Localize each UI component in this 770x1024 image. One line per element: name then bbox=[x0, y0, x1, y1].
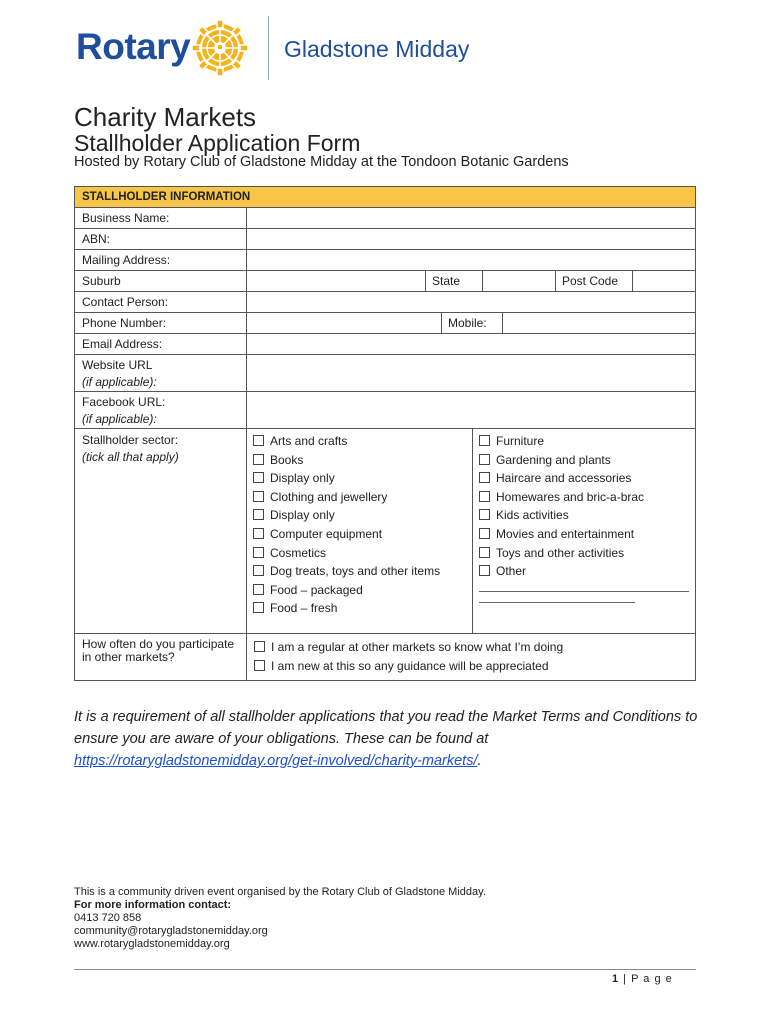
abn-field[interactable] bbox=[247, 229, 696, 250]
checkbox-icon[interactable] bbox=[479, 528, 490, 539]
suburb-field[interactable] bbox=[247, 271, 426, 291]
sector-option[interactable]: Homewares and bric-a-brac bbox=[479, 488, 689, 507]
email-address-label: Email Address: bbox=[75, 334, 247, 355]
page-number bbox=[612, 973, 673, 985]
logo-club-name: Gladstone Midday bbox=[284, 36, 470, 62]
terms-notice-text: It is a requirement of all stallholder applications that you read the Market Terms and Conditions to ensure you are aware of your obligations. These can be found at bbox=[74, 709, 698, 747]
section-header: STALLHOLDER INFORMATION bbox=[75, 187, 696, 208]
checkbox-icon[interactable] bbox=[253, 547, 264, 558]
sector-note: (tick all that apply) bbox=[82, 450, 179, 464]
website-url-label bbox=[75, 355, 247, 392]
checkbox-icon[interactable] bbox=[254, 660, 265, 671]
footer-website: www.rotarygladstonemidday.org bbox=[74, 938, 230, 950]
sector-option[interactable]: Gardening and plants bbox=[479, 451, 689, 470]
checkbox-icon[interactable] bbox=[479, 509, 490, 520]
checkbox-icon[interactable] bbox=[479, 435, 490, 446]
logo-wordmark: Rotary bbox=[76, 26, 191, 67]
mailing-address-label: Mailing Address: bbox=[75, 250, 247, 271]
terms-notice-suffix: . bbox=[477, 753, 482, 769]
terms-link[interactable]: https://rotarygladstonemidday.org/get-involved/charity-markets/ bbox=[74, 753, 478, 769]
page-label: | P a g e bbox=[619, 973, 673, 985]
post-code-field[interactable] bbox=[633, 271, 696, 291]
checkbox-icon[interactable] bbox=[253, 509, 264, 520]
sector-option[interactable]: Display only bbox=[253, 469, 466, 488]
sector-option[interactable]: Food – packaged bbox=[253, 581, 466, 600]
frequency-option[interactable]: I am a regular at other markets so know what I’m doing bbox=[254, 638, 688, 657]
other-write-in-line[interactable] bbox=[479, 581, 689, 592]
sector-options bbox=[247, 429, 696, 634]
website-url-text: Website URL bbox=[82, 357, 153, 372]
rotary-logo bbox=[76, 14, 476, 84]
checkbox-icon[interactable] bbox=[253, 528, 264, 539]
checkbox-icon[interactable] bbox=[479, 491, 490, 502]
checkbox-icon[interactable] bbox=[479, 565, 490, 576]
sector-option[interactable]: Kids activities bbox=[479, 506, 689, 525]
checkbox-icon[interactable] bbox=[479, 472, 490, 483]
business-name-label: Business Name: bbox=[75, 208, 247, 229]
checkbox-icon[interactable] bbox=[479, 454, 490, 465]
checkbox-icon[interactable] bbox=[253, 565, 264, 576]
suburb-state-postcode-row bbox=[247, 271, 695, 291]
frequency-options bbox=[247, 634, 696, 681]
checkbox-icon[interactable] bbox=[254, 641, 265, 652]
phone-mobile-row bbox=[247, 313, 695, 333]
contact-person-label: Contact Person: bbox=[75, 292, 247, 313]
page-number-value: 1 bbox=[612, 973, 620, 985]
mailing-address-field[interactable] bbox=[247, 250, 696, 271]
state-field[interactable] bbox=[483, 271, 556, 291]
sector-option[interactable]: Haircare and accessories bbox=[479, 469, 689, 488]
checkbox-icon[interactable] bbox=[253, 454, 264, 465]
facebook-url-text: Facebook URL: bbox=[82, 394, 166, 409]
sector-option[interactable]: Cosmetics bbox=[253, 544, 466, 563]
checkbox-icon[interactable] bbox=[253, 602, 264, 613]
frequency-label: How often do you participate in other markets? bbox=[75, 634, 247, 681]
footer-email: community@rotarygladstonemidday.org bbox=[74, 925, 268, 937]
suburb-label: Suburb bbox=[75, 271, 247, 292]
page-title: Charity Markets bbox=[74, 102, 257, 132]
facebook-url-note: (if applicable): bbox=[82, 411, 157, 426]
sector-option[interactable]: Arts and crafts bbox=[253, 432, 466, 451]
stallholder-form-table bbox=[74, 186, 696, 681]
sector-option[interactable]: Food – fresh bbox=[253, 599, 466, 618]
contact-person-field[interactable] bbox=[247, 292, 696, 313]
mobile-field[interactable] bbox=[503, 313, 696, 333]
frequency-option[interactable]: I am new at this so any guidance will be appreciated bbox=[254, 657, 688, 676]
checkbox-icon[interactable] bbox=[479, 547, 490, 558]
phone-number-label: Phone Number: bbox=[75, 313, 247, 334]
sector-option[interactable]: Furniture bbox=[479, 432, 689, 451]
footer-phone: 0413 720 858 bbox=[74, 912, 142, 924]
website-url-note: (if applicable): bbox=[82, 374, 157, 389]
sector-option[interactable]: Movies and entertainment bbox=[479, 525, 689, 544]
checkbox-icon[interactable] bbox=[253, 435, 264, 446]
footer-contact-heading: For more information contact: bbox=[74, 899, 232, 911]
terms-notice bbox=[74, 706, 704, 772]
sector-option[interactable]: Other bbox=[479, 562, 689, 581]
sector-option[interactable]: Computer equipment bbox=[253, 525, 466, 544]
phone-number-field[interactable] bbox=[247, 313, 442, 333]
hosted-by-text: Hosted by Rotary Club of Gladstone Midday at the Tondoon Botanic Gardens bbox=[74, 154, 569, 170]
sector-option[interactable]: Dog treats, toys and other items bbox=[253, 562, 466, 581]
form-subtitle: Stallholder Application Form bbox=[74, 130, 361, 156]
email-address-field[interactable] bbox=[247, 334, 696, 355]
sector-label: Stallholder sector: bbox=[82, 433, 179, 447]
abn-label: ABN: bbox=[75, 229, 247, 250]
sector-option[interactable]: Clothing and jewellery bbox=[253, 488, 466, 507]
website-url-field[interactable] bbox=[247, 355, 696, 392]
facebook-url-field[interactable] bbox=[247, 392, 696, 429]
sector-option[interactable]: Toys and other activities bbox=[479, 544, 689, 563]
sector-column-left bbox=[247, 429, 473, 633]
sector-option[interactable]: Display only bbox=[253, 506, 466, 525]
footer-divider bbox=[74, 969, 696, 970]
footer-intro: This is a community driven event organised by the Rotary Club of Gladstone Midday. bbox=[74, 886, 486, 898]
facebook-url-label bbox=[75, 392, 247, 429]
section-header-row bbox=[75, 187, 696, 208]
sector-label-cell bbox=[75, 429, 247, 634]
other-write-in-line[interactable] bbox=[479, 592, 635, 603]
rotary-wheel-icon bbox=[190, 18, 250, 78]
checkbox-icon[interactable] bbox=[253, 584, 264, 595]
checkbox-icon[interactable] bbox=[253, 491, 264, 502]
sector-column-right bbox=[473, 429, 695, 633]
logo-divider bbox=[268, 16, 269, 80]
footer-contact bbox=[74, 886, 486, 951]
checkbox-icon[interactable] bbox=[253, 472, 264, 483]
state-label: State bbox=[426, 271, 483, 291]
post-code-label: Post Code bbox=[556, 271, 633, 291]
mobile-label: Mobile: bbox=[442, 313, 503, 333]
sector-option[interactable]: Books bbox=[253, 451, 466, 470]
business-name-field[interactable] bbox=[247, 208, 696, 229]
